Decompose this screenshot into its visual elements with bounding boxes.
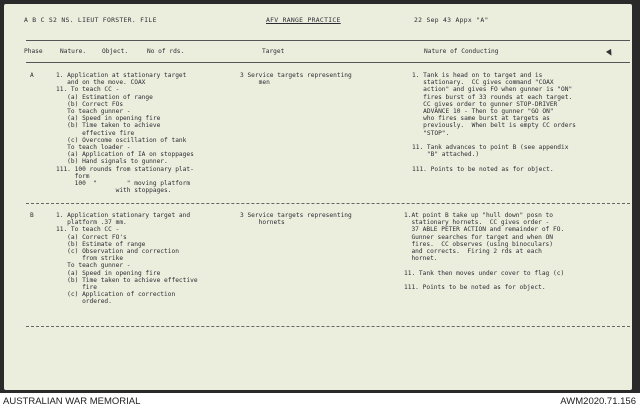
phase-a-nature-line: (a) Speed in opening fire bbox=[56, 115, 161, 123]
phase-b-target-line: hornets bbox=[240, 219, 285, 227]
phase-b-conducting-line: 37 ABLE PETER ACTION and remainder of FO. bbox=[404, 226, 565, 234]
phase-b-conducting-line: 111. Points to be noted as for object. bbox=[404, 284, 546, 292]
header-title: AFV RANGE PRACTICE bbox=[266, 16, 341, 24]
phase-a-nature-line: 1. Application at stationary target bbox=[56, 72, 187, 79]
phase-a-conducting-line bbox=[412, 158, 576, 165]
phase-b-nature-line: 1. Application stationary target and bbox=[56, 212, 191, 219]
phase-a-conducting-line: fires burst of 33 rounds at each target. bbox=[412, 93, 573, 101]
phase-a-label: A bbox=[30, 72, 34, 79]
footer-source: AUSTRALIAN WAR MEMORIAL bbox=[3, 396, 141, 407]
phase-a-conducting-line: ADVANCE 10 - Then to gunner "GO ON" bbox=[412, 108, 554, 116]
phase-b-nature-line: platform .37 mm. bbox=[56, 219, 127, 227]
phase-a-nature-line: (a) Estimation of range bbox=[56, 93, 153, 101]
phase-a-conducting-line: who fires same burst at targets as bbox=[412, 115, 550, 123]
phase-b-conducting-line: stationary hornets. CC gives order - bbox=[404, 219, 550, 227]
phase-b-nature-line: (a) Correct FO's bbox=[56, 233, 127, 241]
phase-b-conducting bbox=[404, 212, 564, 291]
phase-b-conducting-line: Gunner searches for target and when ON bbox=[404, 233, 554, 241]
phase-a-conducting-line: 1. Tank is head on to target and is bbox=[412, 72, 543, 79]
phase-a-nature-line: To teach gunner - bbox=[56, 108, 131, 116]
phase-a-nature-line: and on the move. COAX bbox=[56, 79, 146, 87]
rule-header bbox=[26, 62, 630, 63]
phase-b-conducting-line: 11. Tank then moves under cover to flag (c) bbox=[404, 269, 565, 277]
phase-b-conducting-line bbox=[404, 277, 564, 284]
phase-a-nature-line: To teach loader - bbox=[56, 144, 131, 152]
phase-a-target-line: men bbox=[240, 79, 270, 87]
footer-bar bbox=[0, 393, 640, 410]
header-file-ref: A B C S2 NS. LIEUT FORSTER. FILE bbox=[24, 16, 157, 24]
phase-a-nature-line: 111. 100 rounds from stationary plat- bbox=[56, 165, 194, 173]
phase-a-conducting bbox=[412, 72, 576, 173]
header-date: 22 Sep 43 Appx "A" bbox=[414, 16, 489, 24]
col-target: Target bbox=[262, 48, 285, 55]
phase-b-nature-line: fire bbox=[56, 284, 97, 292]
phase-a-nature-line: (a) Application of IA on stoppages bbox=[56, 151, 194, 159]
phase-b-nature-line: (c) Application of correction bbox=[56, 291, 176, 299]
phase-a-conducting-line: stationary. CC gives command "COAX bbox=[412, 79, 554, 87]
phase-a-nature-line: with stoppages. bbox=[56, 187, 172, 195]
phase-b-conducting-line bbox=[404, 262, 564, 269]
phase-a-conducting-line: action" and gives FO when gunner is "ON" bbox=[412, 86, 573, 94]
phase-b-nature-line: To teach gunner - bbox=[56, 262, 131, 270]
phase-a-nature-line: (b) Hand signals to gunner. bbox=[56, 158, 168, 166]
phase-a-conducting-line bbox=[412, 137, 576, 144]
phase-a-nature-line: (c) Overcome oscillation of tank bbox=[56, 136, 187, 144]
phase-a-conducting-line: 11. Tank advances to point B (see appendix bbox=[412, 144, 569, 152]
phase-a-conducting-line: 111. Points to be noted as for object. bbox=[412, 165, 554, 173]
phase-a-nature-line: 100 " " moving platform bbox=[56, 180, 191, 188]
phase-a-nature-line: 11. To teach CC - bbox=[56, 86, 120, 94]
phase-a-nature-line: form bbox=[56, 172, 90, 180]
phase-b-conducting-line: and corrects. Firing 2 rds at each bbox=[404, 248, 542, 256]
phase-b-nature-line: 11. To teach CC - bbox=[56, 226, 120, 234]
phase-a-target-line: 3 Service targets representing bbox=[240, 72, 352, 79]
phase-b-nature-line: from strike bbox=[56, 255, 124, 263]
phase-a-conducting-line: CC gives order to gunner STOP-DRIVER bbox=[412, 100, 558, 108]
phase-b-label: B bbox=[30, 212, 34, 219]
phase-a-conducting-line: "B" attached.) bbox=[412, 151, 480, 159]
col-rds: No of rds. bbox=[147, 48, 185, 55]
phase-a-nature bbox=[56, 72, 194, 194]
phase-b-conducting-line: hornet. bbox=[404, 255, 438, 263]
rule-divider-a bbox=[26, 203, 630, 204]
phase-a-target bbox=[240, 72, 352, 86]
phase-b-nature-line: (a) Speed in opening fire bbox=[56, 269, 161, 277]
phase-b-nature-line: ordered. bbox=[56, 298, 112, 306]
phase-b-nature-line: (b) Estimate of range bbox=[56, 240, 146, 248]
phase-a-nature-line: (b) Time taken to achieve bbox=[56, 122, 161, 130]
phase-b-nature-line: (b) Time taken to achieve effective bbox=[56, 276, 198, 284]
col-nature: Nature. bbox=[60, 48, 87, 55]
phase-a-conducting-line: "STOP". bbox=[412, 129, 450, 137]
phase-b-nature bbox=[56, 212, 198, 306]
pointer-mark-icon bbox=[606, 49, 614, 57]
phase-a-nature-line: (b) Correct FOs bbox=[56, 100, 124, 108]
col-object: Object. bbox=[102, 48, 129, 55]
phase-b-conducting-line: 1.At point B take up "hull down" posn to bbox=[404, 212, 554, 219]
rule-top bbox=[26, 40, 630, 41]
phase-b-target bbox=[240, 212, 352, 226]
col-phase: Phase bbox=[24, 48, 43, 55]
document-page bbox=[4, 4, 632, 390]
footer-id: AWM2020.71.156 bbox=[560, 396, 636, 407]
phase-a-conducting-line: previously. When belt is empty CC orders bbox=[412, 122, 576, 130]
phase-b-nature-line: (c) Observation and correction bbox=[56, 248, 179, 256]
phase-b-target-line: 3 Service targets representing bbox=[240, 212, 352, 219]
phase-b-conducting-line: fires. CC observes (using binoculars) bbox=[404, 240, 554, 248]
phase-a-nature-line: effective fire bbox=[56, 129, 135, 137]
rule-divider-b bbox=[26, 326, 630, 327]
col-conducting: Nature of Conducting bbox=[424, 48, 499, 55]
